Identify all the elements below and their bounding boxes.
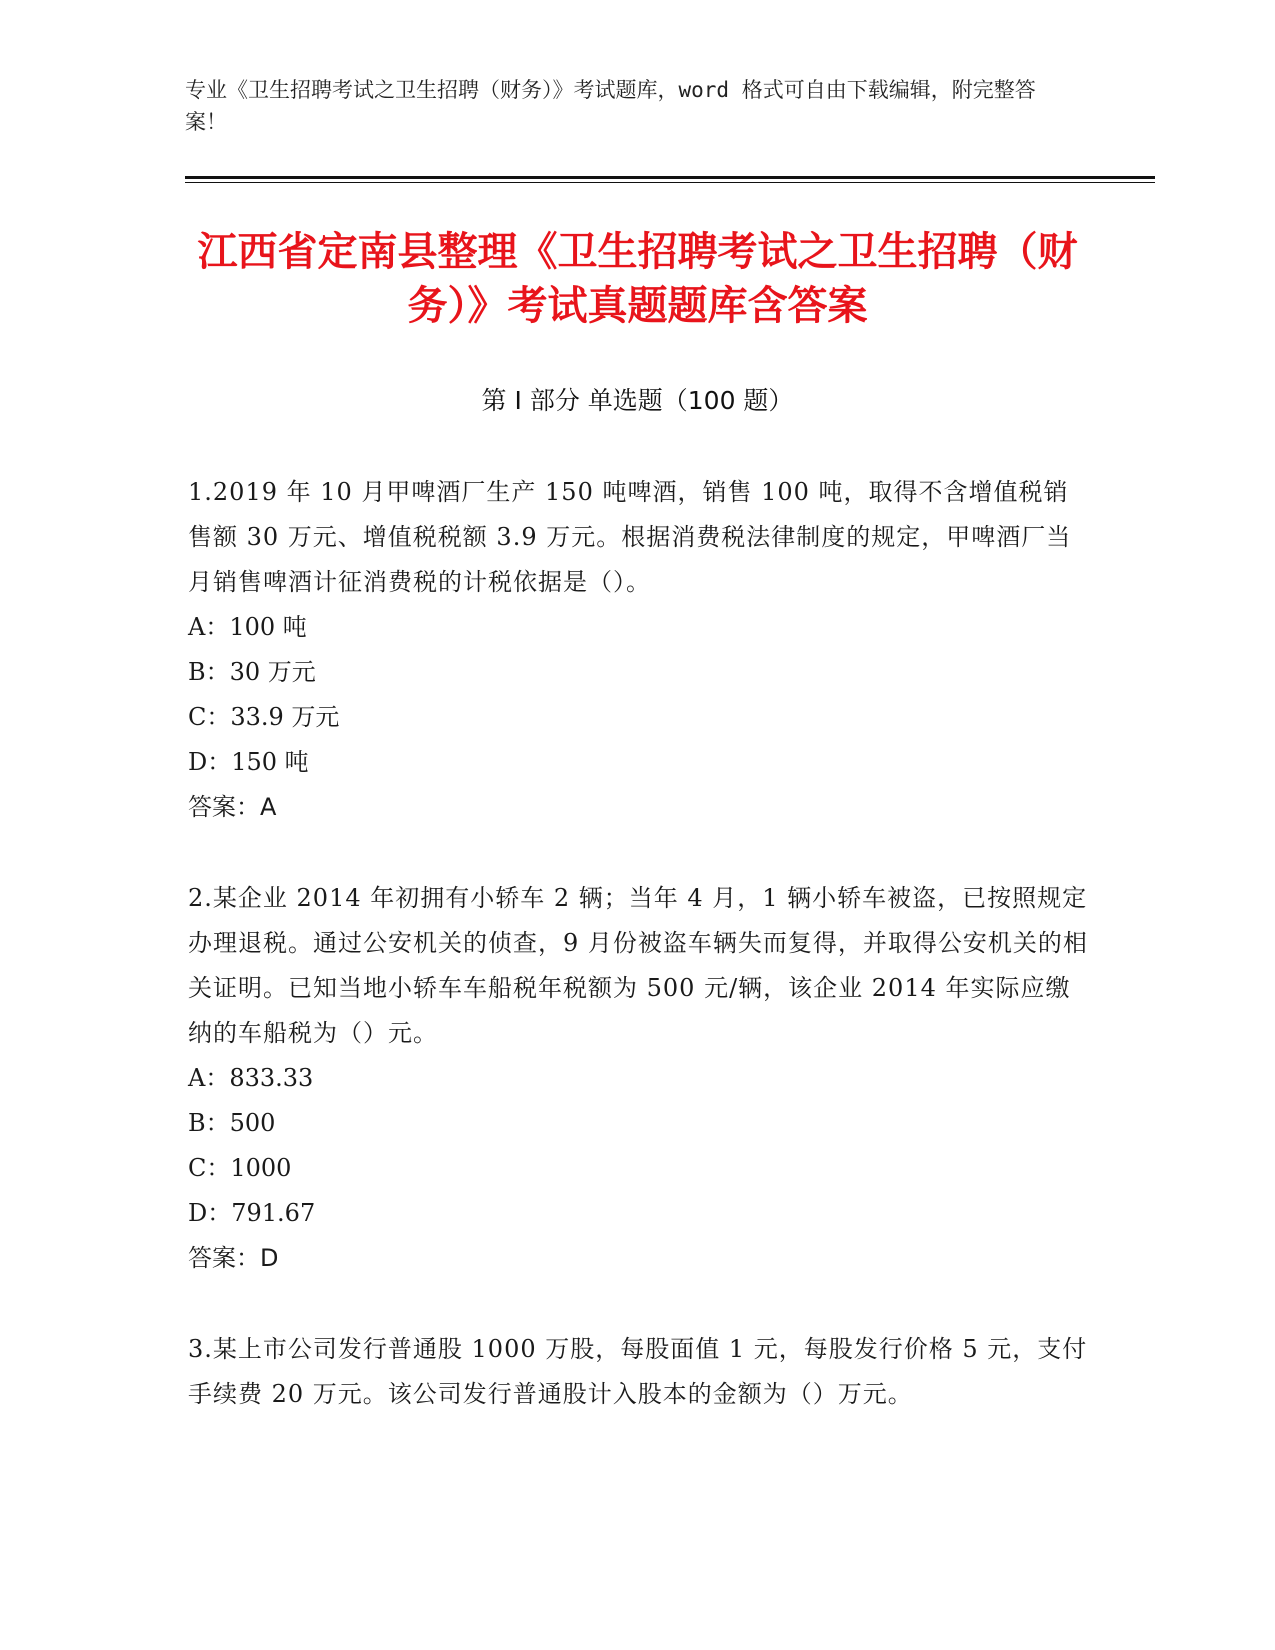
header-divider-thin xyxy=(185,182,1155,183)
option-b: B：30 万元 xyxy=(188,658,316,686)
question-stem: 2.某企业 2014 年初拥有小轿车 2 辆；当年 4 月，1 辆小轿车被盗，已按照规定办理退税。通过公安机关的侦查，9 月份被盗车辆失而复得，并取得公安机关的相关证明。已知当地小轿车车船税年税额为 500 元/辆，该企业 2014 年实际应缴纳的车船税为（）元。 xyxy=(188,884,1088,1047)
header-divider-thick xyxy=(185,176,1155,179)
question-3 xyxy=(188,1327,1088,1417)
option-a: A：100 吨 xyxy=(188,613,307,641)
answer: 答案：A xyxy=(188,793,277,821)
question-stem: 1.2019 年 10 月甲啤酒厂生产 150 吨啤酒，销售 100 吨，取得不含增值税销售额 30 万元、增值税税额 3.9 万元。根据消费税法律制度的规定，甲啤酒厂当月销售啤酒计征消费税的计税依据是（）。 xyxy=(188,478,1072,596)
question-stem: 3.某上市公司发行普通股 1000 万股，每股面值 1 元，每股发行价格 5 元，支付手续费 20 万元。该公司发行普通股计入股本的金额为（）万元。 xyxy=(188,1335,1088,1408)
document-title: 江西省定南县整理《卫生招聘考试之卫生招聘（财务）》考试真题题库含答案 xyxy=(197,229,1078,329)
option-a: A：833.33 xyxy=(188,1064,314,1092)
option-c: C：1000 xyxy=(188,1154,292,1182)
option-d: D：150 吨 xyxy=(188,748,309,776)
question-2 xyxy=(188,876,1088,1281)
answer: 答案：D xyxy=(188,1244,279,1272)
header-note: 专业《卫生招聘考试之卫生招聘（财务）》考试题库，word 格式可自由下载编辑，附完整答案！ xyxy=(185,78,1036,134)
option-d: D：791.67 xyxy=(188,1199,316,1227)
option-c: C：33.9 万元 xyxy=(188,703,340,731)
section-heading: 第 I 部分 单选题（100 题） xyxy=(481,386,794,415)
question-list xyxy=(188,470,1088,1463)
option-b: B：500 xyxy=(188,1109,276,1137)
question-1 xyxy=(188,470,1088,830)
